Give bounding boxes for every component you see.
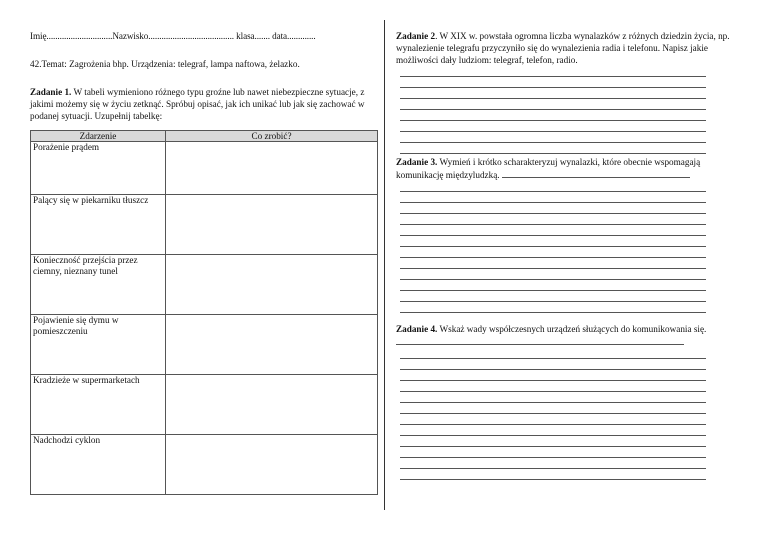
answer-line[interactable] bbox=[400, 247, 706, 258]
hazards-table bbox=[30, 130, 378, 495]
task-2 bbox=[396, 30, 732, 66]
task-3-title: Zadanie 3. bbox=[396, 157, 438, 167]
task-3-text: Wymień i krótko scharakteryzuj wynalazki, które obecnie wspomagają komunikację międzyludzką. bbox=[396, 157, 701, 180]
column-header-event: Zdarzenie bbox=[31, 131, 166, 142]
event-cell: Kradzieże w supermarketach bbox=[31, 375, 166, 435]
answer-line[interactable] bbox=[400, 425, 706, 436]
table-row bbox=[31, 255, 378, 315]
table-row bbox=[31, 142, 378, 195]
answer-line[interactable] bbox=[400, 458, 706, 469]
answer-line[interactable] bbox=[400, 269, 706, 280]
answer-line[interactable] bbox=[400, 469, 706, 480]
left-column bbox=[30, 30, 378, 495]
answer-cell[interactable] bbox=[166, 375, 378, 435]
answer-line[interactable] bbox=[400, 280, 706, 291]
answer-line[interactable] bbox=[400, 225, 706, 236]
answer-line[interactable] bbox=[400, 392, 706, 403]
answer-line[interactable] bbox=[400, 143, 706, 154]
event-cell: Porażenie prądem bbox=[31, 142, 166, 195]
task-4-answer-lines[interactable] bbox=[400, 348, 706, 480]
event-cell: Palący się w piekarniku tłuszcz bbox=[31, 195, 166, 255]
answer-line[interactable] bbox=[400, 66, 706, 77]
task-1-text: W tabeli wymieniono różnego typu groźne lub nawet niebezpieczne sytuacje, z jakimi możemy się w życiu zetknąć. Spróbuj opisać, jak ich unikać lub jak się zachować w podanej sytuacji. Uzupełnij tabelkę: bbox=[30, 87, 365, 121]
lesson-topic: 42.Temat: Zagrożenia bhp. Urządzenia: telegraf, lampa naftowa, żelazko. bbox=[30, 59, 300, 69]
answer-cell[interactable] bbox=[166, 435, 378, 495]
answer-line[interactable] bbox=[400, 258, 706, 269]
student-info-line: Imię..............................Nazwisko....................................... klasa....... data............. bbox=[30, 31, 316, 41]
answer-line[interactable] bbox=[400, 132, 706, 143]
event-cell: Pojawienie się dymu w pomieszczeniu bbox=[31, 315, 166, 375]
task-3 bbox=[396, 156, 732, 181]
answer-line[interactable] bbox=[400, 110, 706, 121]
answer-line[interactable] bbox=[400, 359, 706, 370]
answer-line[interactable] bbox=[400, 403, 706, 414]
answer-cell[interactable] bbox=[166, 195, 378, 255]
answer-line[interactable] bbox=[400, 77, 706, 88]
answer-line[interactable] bbox=[400, 181, 706, 192]
answer-line[interactable] bbox=[400, 348, 706, 359]
answer-line[interactable] bbox=[400, 381, 706, 392]
answer-line[interactable] bbox=[400, 192, 706, 203]
event-cell: Nadchodzi cyklon bbox=[31, 435, 166, 495]
column-header-what-to-do: Co zrobić? bbox=[166, 131, 378, 142]
answer-line[interactable] bbox=[400, 370, 706, 381]
column-divider bbox=[384, 20, 385, 510]
right-column bbox=[396, 30, 732, 480]
task-2-text: . W XIX w. powstała ogromna liczba wynalazków z różnych dziedzin życia, np. wynalezienie telegrafu przyczyniło się do wynalezienia radia i telefonu. Napisz jakie możliwości dały ludziom: telegraf, telefon, radio. bbox=[396, 31, 730, 65]
answer-line[interactable] bbox=[400, 436, 706, 447]
table-row bbox=[31, 195, 378, 255]
answer-line-inline[interactable] bbox=[502, 168, 690, 178]
answer-line-inline[interactable] bbox=[396, 335, 684, 345]
answer-line[interactable] bbox=[400, 291, 706, 302]
answer-line[interactable] bbox=[400, 203, 706, 214]
task-1 bbox=[30, 86, 378, 122]
answer-cell[interactable] bbox=[166, 142, 378, 195]
answer-line[interactable] bbox=[400, 236, 706, 247]
event-cell: Konieczność przejścia przez ciemny, nieznany tunel bbox=[31, 255, 166, 315]
table-header-row bbox=[31, 131, 378, 142]
answer-cell[interactable] bbox=[166, 315, 378, 375]
task-2-title: Zadanie 2 bbox=[396, 31, 436, 41]
table-row bbox=[31, 315, 378, 375]
answer-line[interactable] bbox=[400, 99, 706, 110]
table-row bbox=[31, 375, 378, 435]
task-1-title: Zadanie 1. bbox=[30, 87, 72, 97]
answer-line[interactable] bbox=[400, 447, 706, 458]
task-4-title: Zadanie 4. bbox=[396, 324, 438, 334]
table-row bbox=[31, 435, 378, 495]
task-2-answer-lines[interactable] bbox=[400, 66, 706, 154]
answer-line[interactable] bbox=[400, 88, 706, 99]
task-3-answer-lines[interactable] bbox=[400, 181, 706, 313]
answer-line[interactable] bbox=[400, 214, 706, 225]
answer-line[interactable] bbox=[400, 121, 706, 132]
answer-line[interactable] bbox=[400, 302, 706, 313]
task-4-text: Wskaż wady współczesnych urządzeń służących do komunikowania się. bbox=[437, 324, 707, 334]
task-4 bbox=[396, 323, 732, 348]
answer-line[interactable] bbox=[400, 414, 706, 425]
answer-cell[interactable] bbox=[166, 255, 378, 315]
